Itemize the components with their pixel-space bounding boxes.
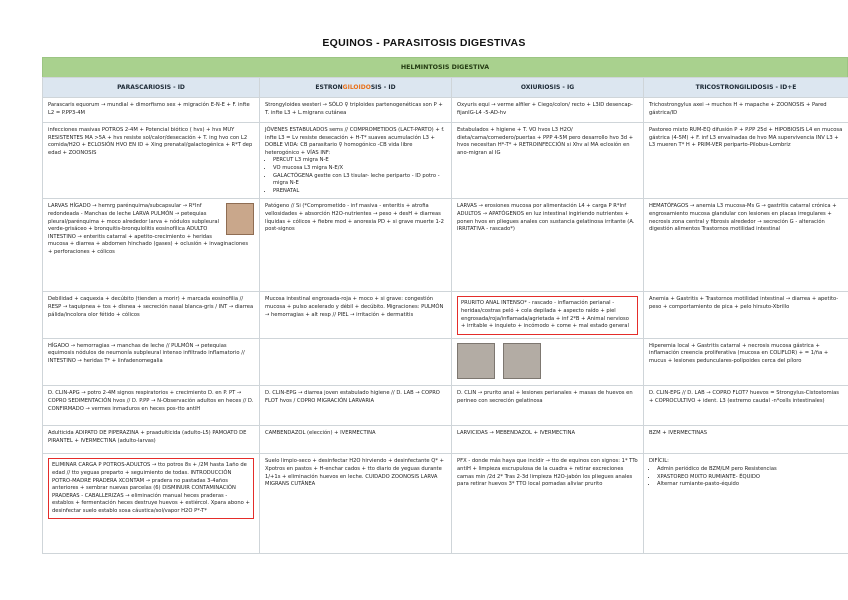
cell-text: HEMATÓFAGOS → anemia L3 mucosa-Ms G → gastritis catarral crónica + engrosamiento mucosa glandular con lesiones en placas irregulares + necrosis zona central y fibrosis alrededor → secreción G - alteración digestión alimentos Trastornos motilidad intestinal xyxy=(644,199,848,292)
list-item: • XPASTOREO MIXTO RUMIANTE- ÉQUIDO xyxy=(657,474,843,482)
worm-photo-image xyxy=(503,343,541,379)
cell-text: D. CLIN → prurito anal + lesiones perianales + masas de huevos en perineo con secreción gelatinosa xyxy=(452,386,644,426)
cell-text: PFX - donde más haya que incidir → tto de equinos con signos: 1* TTo antiH + limpieza escrupulosa de la cuadra + retirar excreciones camas min /2d 2* Tras 2-3d limpieza H2O-jabón los pliegues anales para retirar huevos 3* TTO local pomadas aliviar prurito xyxy=(452,454,644,554)
list-item: • GALACTÓGENA gestte con L3 tisular- leche periparto - ID potro - migra N-E xyxy=(273,173,446,188)
cell-text: Adulticida ADIPATO DE PIPERAZINA + praadulticida (adulto-L5) PAMOATO DE PIRANTEL + IVERMECTINA (adulto-larvas) xyxy=(43,426,260,454)
table-row xyxy=(43,123,848,199)
list-item: • Admin periódico de BZM/LM pero Resistencias xyxy=(657,466,843,474)
cell-text: Suelo limpio-seco + desinfectar H2O hirviendo + desinfectante Q* + Xpotros en pastos + H-enchar cados + tto diario de yeguas durante 1/+1s + eliminación huevos en leche. CUIDADO ZOONOSIS LARVA MIGRANS CUTÁNEA xyxy=(260,454,452,554)
cell-text: D. CLIN-APG → potro 2-4M signos respiratorios + crecimiento D. en P. PT → COPRO SEDIMENTACIÓN hvos // D. P.PP → N-Observación adultos en heces // D. CONFIRMADO → vermes inmaduros en heces pos-tto antiH xyxy=(43,386,260,426)
header-estrongiloidosis: ESTRONGILOIDOSIS - ID xyxy=(260,78,452,98)
cell-text: LARVAS HÍGADO → hemrg parénquima/subcapsular → R*Inf redondeada - Manchas de leche LARVA PULMÓN → petequias pleural/parénquima + moco alrededor larva + nódulos subpleural verde-grisáceo + bronquitis-bronquiolitis eosinofílica ADULTO INTESTINO → enteritis catarral + apetito-crecimiento + heridas mucosa + diarrea + abdomen hinchado (gases) + oclusión + invaginaciones + perforaciones + cólicos xyxy=(48,203,249,255)
cell-text xyxy=(644,454,848,554)
cell-text: Strongyloides westeri → SÓLO ♀ triploides partenogenéticas son P + T. infte L3 + L.migrans cutánea xyxy=(260,98,452,123)
cell-text: infecciones masivas POTROS 2-4M + Potencial biótico ( hvs) + hvs MUY RESISTENTES MA >5A + hvs resiste sol/calor/desecación + T. ing hvo con L2 comida/H2O + ECLOSIÓN HVO EN ID + Xing prenatal/galactogénica + R*T dep edad + ZOONOSIS xyxy=(43,123,260,199)
cell-text: Oxyuris equi → verme alfiler + Ciego/colon/ recto + L3ID desencap-fijanIG-L4 -5-AD-hv xyxy=(452,98,644,123)
prurito-highlight-box: PRURITO ANAL INTENSO* - rascado - inflamación perianal - heridas/costras peló + cola depilada + aspecto raído + piel engrosada/roja/inflamada/agrietada + inf 2*B + Animal nervioso + irritable + inquieto + incómodo + come + mal estado general xyxy=(457,296,638,334)
cell-text xyxy=(43,199,260,292)
prophylaxis-list xyxy=(649,466,843,489)
table-row xyxy=(43,386,848,426)
liver-photo-image xyxy=(226,203,254,235)
table-row xyxy=(43,454,848,554)
parasitosis-table xyxy=(42,77,848,554)
cell-text: Patógeno // Si (*Comprometido - inf masiva - enteritis + atrofia vellosidades + absorción H2O-nutrientes → peso + desH + diarreas líquidas + cólicos + fiebre mod + anorexia PD + si grave muerte 1-2 post-signos xyxy=(260,199,452,292)
cell-text: Trichostrongylus axei → muchos H + mapache + ZOONOSIS + Pared gástrica/ID xyxy=(644,98,848,123)
section-header: HELMINTOSIS DIGESTIVA xyxy=(42,57,848,78)
page-title: EQUINOS - PARASITOSIS DIGESTIVAS xyxy=(322,37,526,49)
header-tricostrongilidosis: TRICOSTRONGILIDOSIS - ID+E xyxy=(644,78,848,98)
cell-text: D. CLIN-EPG → diarrea joven estabulado higiene // D. LAB → COPRO FLOT hvos / COPRO MIGRACIÓN LARVARIA xyxy=(260,386,452,426)
list-item: • VO mucosa L3 migra N-E/X xyxy=(273,165,446,173)
worm-photo-image xyxy=(457,343,495,379)
cell-text: BZM + IVERMECTINAS xyxy=(644,426,848,454)
header-oxiuriosis: OXIURIOSIS - IG xyxy=(452,78,644,98)
cell-text: Anemia + Gastritis + Trastornos motilidad intestinal → diarrea + apetito-peso + comportamiento de pica + pelo hirsuto-Xbrillo xyxy=(644,292,848,338)
cell-text xyxy=(260,338,452,386)
cell-text: D. CLIN-EPG // D. LAB → COPRO FLOT? huevos = Strongylus-Cistostomias + COPROCULTIVO + ident. L3 (extremo caudal -n*cells intestinales) xyxy=(644,386,848,426)
table-row xyxy=(43,338,848,386)
cell-text: HÍGADO → hemorragias → manchas de leche // PULMÓN → petequias equimosis nódulos de neumonía subpleural intenso infiltrado inflamatorio // INTESTINO → heridas T* + linfadenomegalia xyxy=(43,338,260,386)
table-header-row xyxy=(43,78,848,98)
cell-text xyxy=(260,123,452,199)
header-parascariosis: PARASCARIOSIS - ID xyxy=(43,78,260,98)
table-row xyxy=(43,98,848,123)
cell-text: Hiperemia local + Gastritis catarral + necrosis mucosa gástrica + inflamación creencia proliferativa (mucosa en COLIFLOR) + = 1/ña + mucus + lesiones pedunculares-polipoides cerca del píloro xyxy=(644,338,848,386)
cell-text: Debilidad + caquexia + decúbito (tienden a morir) + marcada eosinofilia // RESP → taquipnea + tos + disnea + secreción nasal blanca-gris / INT → diarrea pálida/incolora olor fétido + cólicos xyxy=(43,292,260,338)
list-item: • PERCUT L3 migra N-E xyxy=(273,157,446,165)
cell-text: DIFÍCIL: xyxy=(649,458,669,465)
cell-text: Mucosa intestinal engrosada-roja + moco + si grave: congestión mucosa + pulso acelerado y débil + decúbito. Migraciones: PULMÓN → hemorragias + alt resp // PIEL → irritación + dermatitis xyxy=(260,292,452,338)
list-item: • PRENATAL xyxy=(273,188,446,196)
list-item: • Alternar rumiante-pasto-équido xyxy=(657,481,843,489)
cell-text: Parascaris equorum → mundial + dimorfismo sex + migración E-N-E + F. infte L2 = P.PP3-4M xyxy=(43,98,260,123)
cell-text: CAMBENDAZOL (elección) + IVERMECTINA xyxy=(260,426,452,454)
table-row xyxy=(43,292,848,338)
infection-routes-list xyxy=(265,157,446,195)
cell-text: JÓVENES ESTABULADOS sems // COMPROMETIDOS (LACT-PARTO) + f. infte L3 = Lv resiste desecación + H-T* suaves acumulación L3 + DOBLE VIDA: CB parasitario ♀ homogónico -CB vida libre heterogónico + VÍAS INF: xyxy=(265,127,445,156)
cell-text xyxy=(452,292,644,338)
cell-text: LARVICIDAS → MEBENDAZOL + IVERMECTINA xyxy=(452,426,644,454)
cell-text xyxy=(43,454,260,554)
table-row xyxy=(43,199,848,292)
cell-text: Pastoreo mixto RUM-EQ difusión P + P.PP 25d + HIPOBIOSIS L4 en mucosa gástrica (4-5M) + F. inf L3 envainadas de hvo MA supervivencia INV L3 + L3 mueren T* H + PRIM-VER periparto-Pilobus-Lombriz xyxy=(644,123,848,199)
prophylaxis-highlight-box: ELIMINAR CARGA P POTROS-ADULTOS → tto potros 8s + /2M hasta 1año de edad // tto yeguas preparto + seguimiento de todas. INTRODUCCIÓN POTRO-MADRE PRADERA XCONTAM → pradera no pastadas 3-4años anteriores + sembrar nuevas parcelas (6) DISMINUIR CONTAMINACIÓN PRADERAS - CABALLERIZAS → eliminación manual heces praderas - establos + fermentación heces destruye huevos + estiércol. Xpara abono + desinfectar suelo establo sosa cáustica/sol/vapor H2O P*-T* xyxy=(48,458,254,519)
cell-text xyxy=(452,338,644,386)
cell-text: Estabulados + higiene + T. VO hvos L3 H2O/ dieta/cama/comedero/puertas + PPP 4-5M pero desarrollo hvo 3d + hvos necesitan H*-T* + RETROINFECCIÓN si Xhv al MA eclosión en ano-migran al IG xyxy=(452,123,644,199)
table-row xyxy=(43,426,848,454)
cell-text: LARVAS → erosiones mucosa por alimentación L4 + carga P R*Inf ADULTOS → APATÓGENOS en luz intestinal ingiriendo nutrientes + ponen hvos en pliegues anales con sustancia gelatinosa irritante (A. IRRITATIVA - rascado*) xyxy=(452,199,644,292)
